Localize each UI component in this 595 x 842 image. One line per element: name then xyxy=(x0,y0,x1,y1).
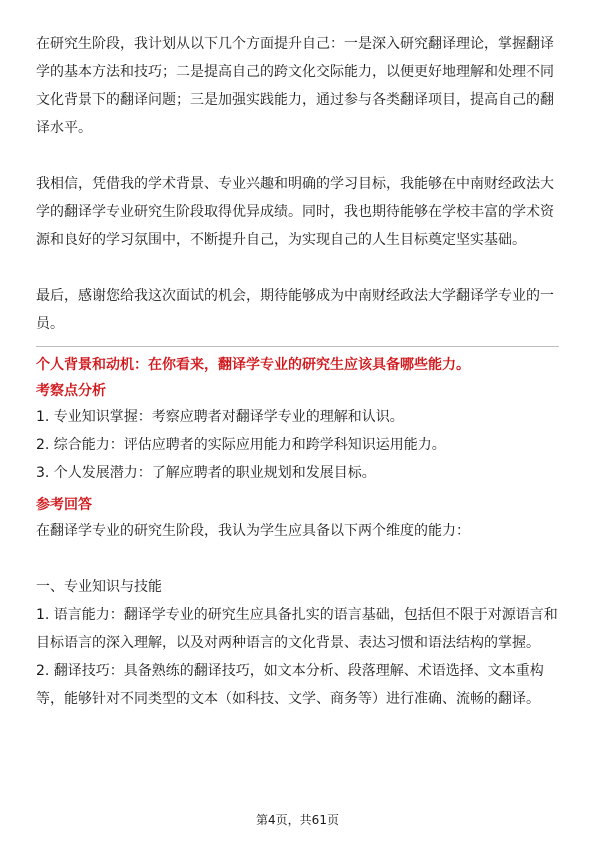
paragraph-gap xyxy=(36,254,559,282)
paragraph-gap xyxy=(36,142,559,170)
paragraph-gap xyxy=(36,545,559,573)
question-heading: 个人背景和动机：在你看来，翻译学专业的研究生应该具备哪些能力。 xyxy=(36,357,470,373)
answer-section-title: 一、专业知识与技能 xyxy=(36,579,162,595)
answer-intro: 在翻译学专业的研究生阶段，我认为学生应具备以下两个维度的能力： xyxy=(36,523,470,539)
answer-item: 1. 语言能力：翻译学专业的研究生应具备扎实的语言基础，包括但不限于对源语言和目标语言的深入理解，以及对两种语言的文化背景、表达习惯和语法结构的掌握。 xyxy=(36,607,558,651)
document-page xyxy=(36,30,559,713)
analysis-item: 2. 综合能力：评估应聘者的实际应用能力和跨学科知识运用能力。 xyxy=(36,437,446,453)
intro-paragraph-1: 在研究生阶段，我计划从以下几个方面提升自己：一是深入研究翻译理论，掌握翻译学的基本方法和技巧；二是提高自己的跨文化交际能力，以便更好地理解和处理不同文化背景下的翻译问题；三是加强实践能力，通过参与各类翻译项目，提高自己的翻译水平。 xyxy=(36,36,554,136)
intro-paragraph-2: 我相信，凭借我的学术背景、专业兴趣和明确的学习目标，我能够在中南财经政法大学的翻译学专业研究生阶段取得优异成绩。同时，我也期待能够在学校丰富的学术资源和良好的学习氛围中，不断提升自己，为实现自己的人生目标奠定坚实基础。 xyxy=(36,176,554,248)
analysis-heading: 考察点分析 xyxy=(36,383,106,399)
answer-item: 2. 翻译技巧：具备熟练的翻译技巧，如文本分析、段落理解、术语选择、文本重构等，能够针对不同类型的文本（如科技、文学、商务等）进行准确、流畅的翻译。 xyxy=(36,663,544,707)
analysis-item: 3. 个人发展潜力：了解应聘者的职业规划和发展目标。 xyxy=(36,465,376,481)
section-divider xyxy=(36,346,559,347)
answer-heading: 参考回答 xyxy=(36,497,92,513)
intro-paragraph-3: 最后，感谢您给我这次面试的机会，期待能够成为中南财经政法大学翻译学专业的一员。 xyxy=(36,288,554,332)
page-number-footer: 第4页，共61页 xyxy=(256,813,339,827)
analysis-item: 1. 专业知识掌握：考察应聘者对翻译学专业的理解和认识。 xyxy=(36,409,404,425)
